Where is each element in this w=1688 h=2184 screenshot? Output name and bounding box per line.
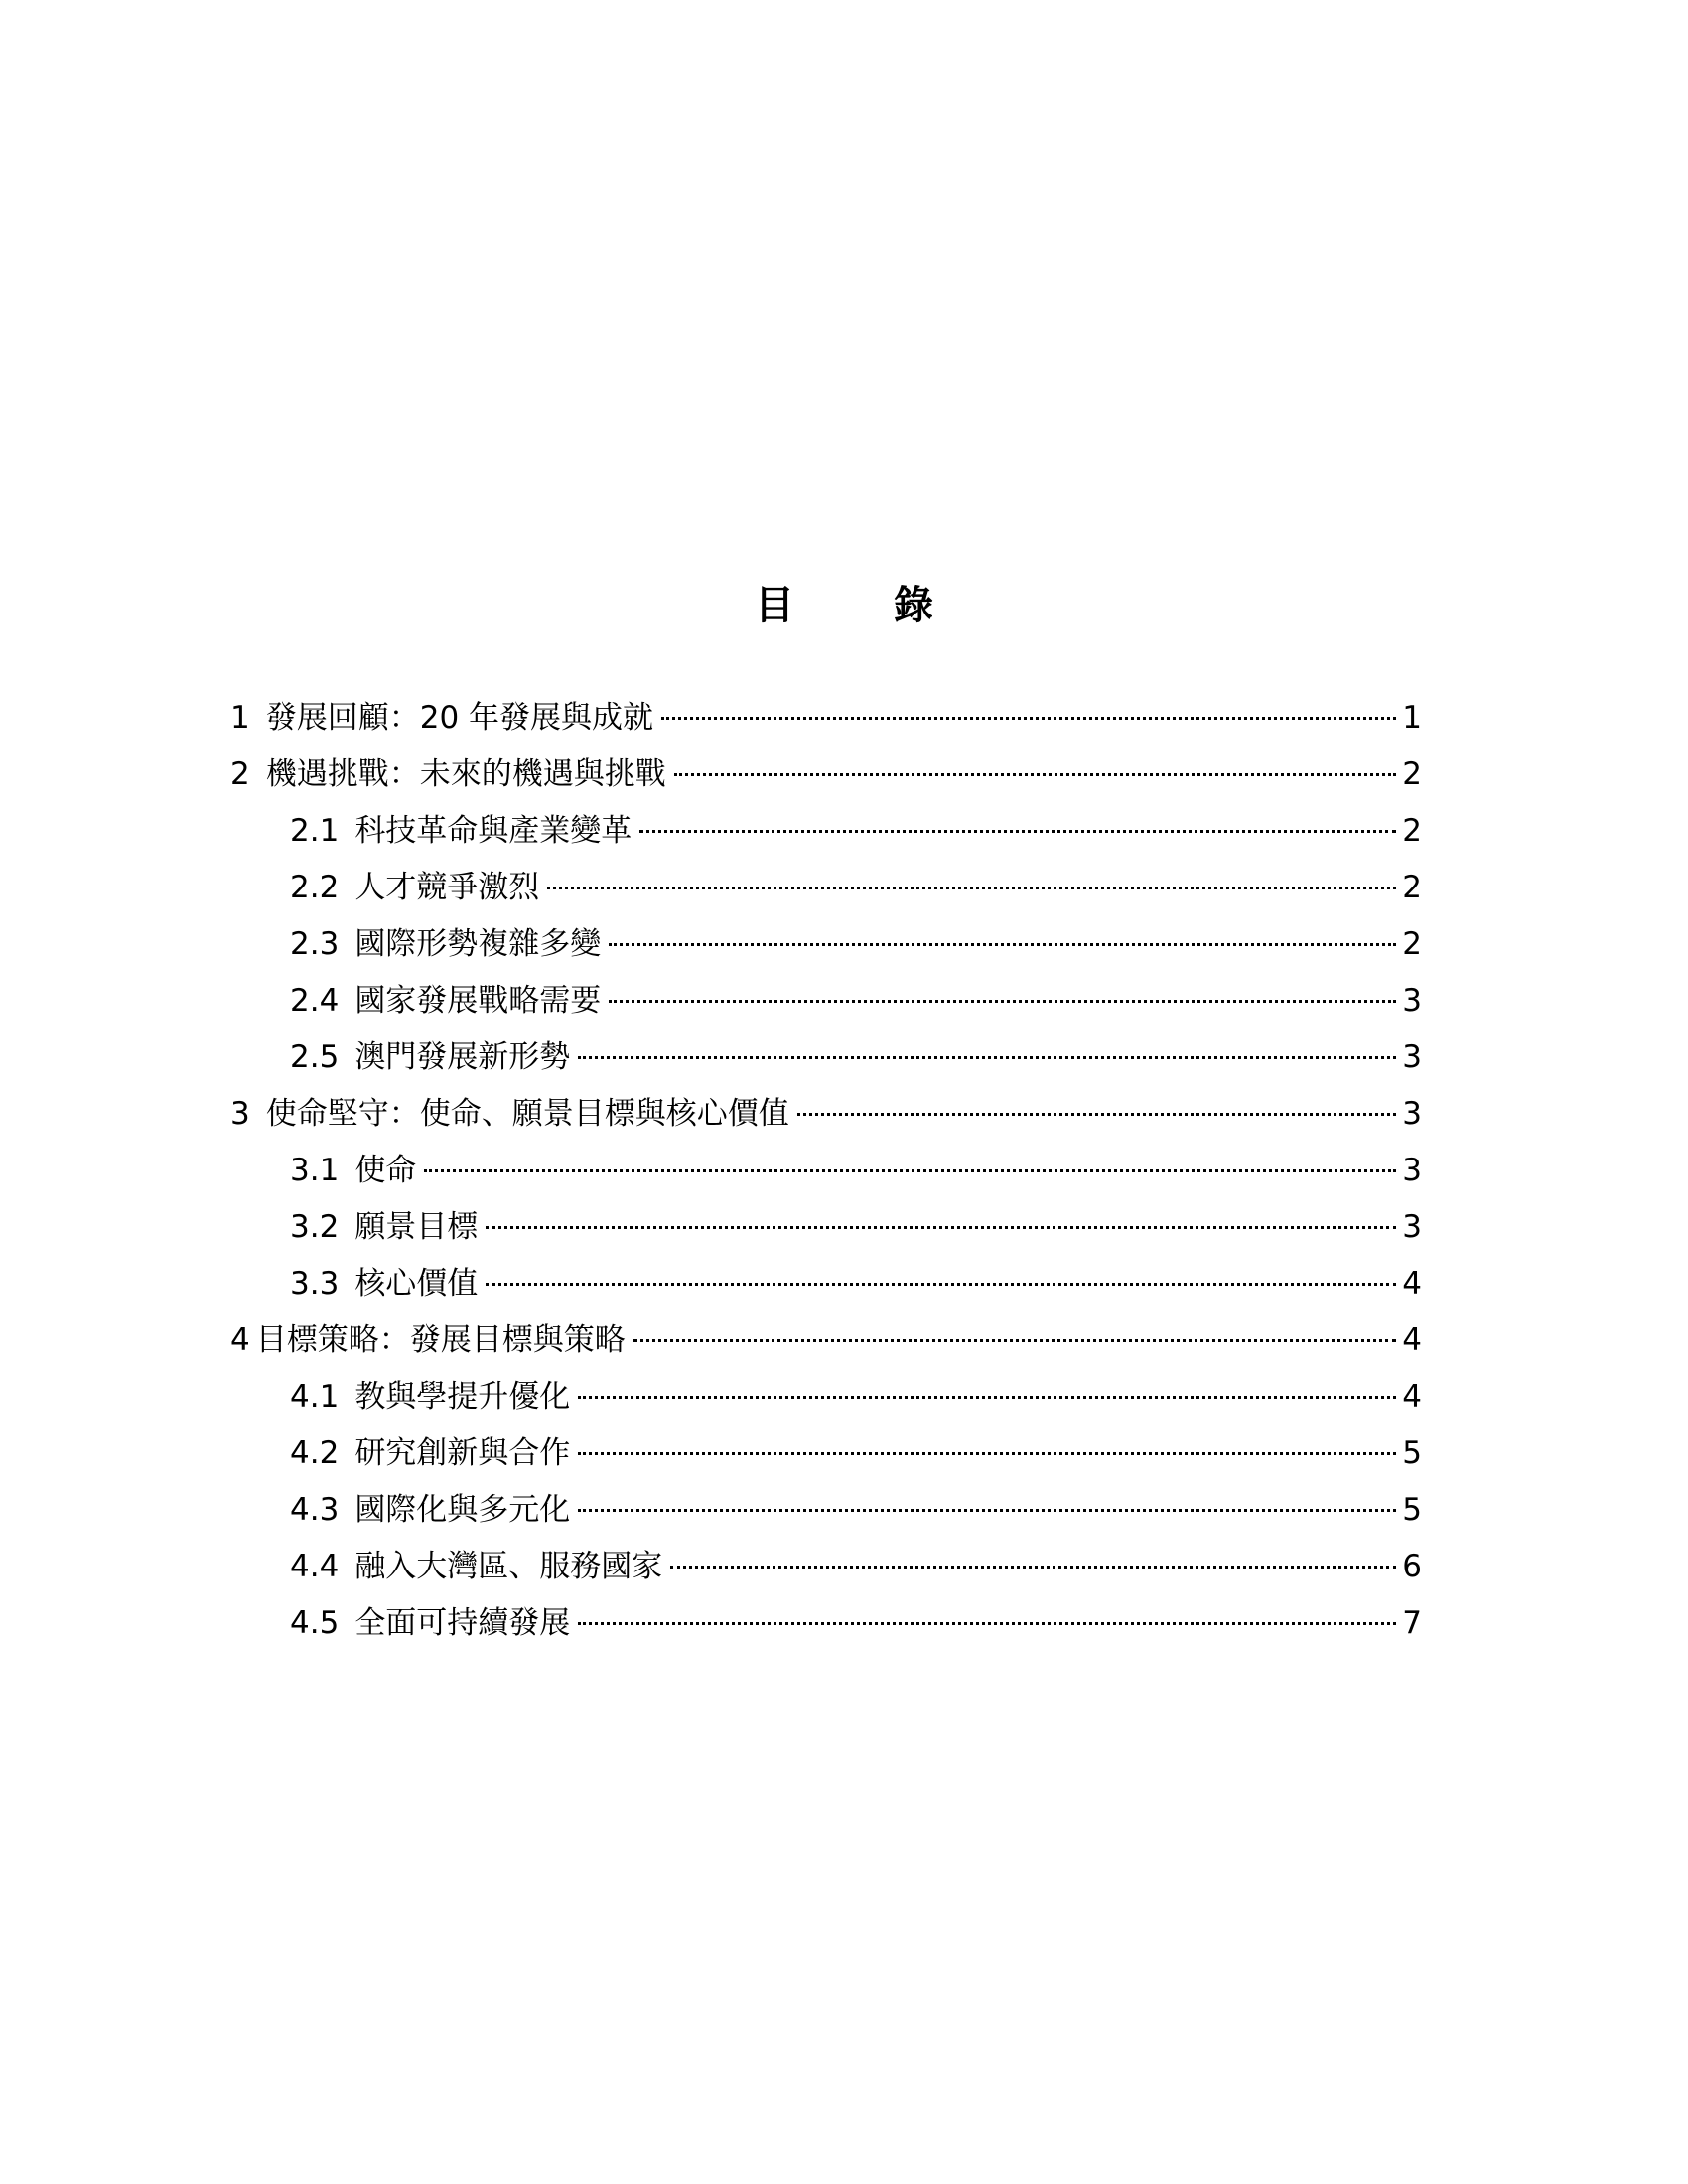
toc-number: 2.2 bbox=[290, 870, 340, 905]
toc-number: 3.1 bbox=[290, 1153, 340, 1188]
toc-page-number: 7 bbox=[1402, 1605, 1422, 1641]
dot-leader bbox=[578, 1396, 1396, 1399]
toc-number: 3 bbox=[230, 1096, 250, 1132]
toc-entry-3-1[interactable] bbox=[230, 1143, 1422, 1199]
toc-entry-4[interactable] bbox=[230, 1312, 1422, 1369]
dot-leader bbox=[578, 1452, 1396, 1455]
dot-leader bbox=[486, 1226, 1396, 1229]
toc-text: 發展回顧：20 年發展與成就 bbox=[265, 700, 654, 736]
toc-entry-2-4[interactable] bbox=[230, 973, 1422, 1029]
toc-text: 融入大灣區、服務國家 bbox=[354, 1549, 663, 1584]
dot-leader bbox=[578, 1622, 1396, 1625]
page-title bbox=[0, 576, 1688, 635]
toc-number: 4.2 bbox=[290, 1435, 340, 1471]
toc-text: 研究創新與合作 bbox=[354, 1435, 571, 1471]
toc-text: 使命 bbox=[354, 1153, 417, 1188]
toc-text: 目標策略：發展目標與策略 bbox=[255, 1322, 626, 1358]
toc-number: 2.5 bbox=[290, 1039, 340, 1075]
toc-entry-4-5[interactable] bbox=[230, 1595, 1422, 1652]
toc-entry-4-1[interactable] bbox=[230, 1369, 1422, 1426]
toc-number: 1 bbox=[230, 700, 250, 736]
toc-entry-1[interactable] bbox=[230, 690, 1422, 747]
toc-page-number: 4 bbox=[1402, 1266, 1422, 1301]
toc-text: 澳門發展新形勢 bbox=[354, 1039, 571, 1075]
toc-number: 2.1 bbox=[290, 813, 340, 849]
dot-leader bbox=[578, 1509, 1396, 1512]
toc-entry-2-3[interactable] bbox=[230, 916, 1422, 973]
toc-page-number: 1 bbox=[1402, 700, 1422, 736]
toc-page-number: 5 bbox=[1402, 1435, 1422, 1471]
toc-entry-2-1[interactable] bbox=[230, 803, 1422, 860]
toc-page-number: 4 bbox=[1402, 1322, 1422, 1358]
dot-leader bbox=[424, 1169, 1396, 1172]
toc-page-number: 2 bbox=[1402, 870, 1422, 905]
toc-number: 4.4 bbox=[290, 1549, 340, 1584]
dot-leader bbox=[639, 830, 1396, 833]
toc-entry-3-3[interactable] bbox=[230, 1256, 1422, 1312]
toc-entry-3-2[interactable] bbox=[230, 1199, 1422, 1256]
toc-text: 國際化與多元化 bbox=[354, 1492, 571, 1528]
title-char-1: 目 bbox=[755, 583, 794, 628]
dot-leader bbox=[633, 1339, 1396, 1342]
dot-leader bbox=[670, 1566, 1396, 1569]
toc-page-number: 4 bbox=[1402, 1379, 1422, 1415]
dot-leader bbox=[661, 717, 1396, 720]
toc-number: 2.4 bbox=[290, 983, 340, 1019]
toc-number: 2 bbox=[230, 756, 250, 792]
toc-page-number: 5 bbox=[1402, 1492, 1422, 1528]
toc-text: 使命堅守：使命、願景目標與核心價值 bbox=[265, 1096, 789, 1132]
toc-text: 機遇挑戰：未來的機遇與挑戰 bbox=[265, 756, 666, 792]
toc-number: 4.5 bbox=[290, 1605, 340, 1641]
toc-number: 3.3 bbox=[290, 1266, 340, 1301]
toc-page-number: 3 bbox=[1402, 1039, 1422, 1075]
dot-leader bbox=[547, 887, 1396, 889]
toc-page-number: 2 bbox=[1402, 756, 1422, 792]
toc-page-number: 6 bbox=[1402, 1549, 1422, 1584]
toc-text: 全面可持續發展 bbox=[354, 1605, 571, 1641]
toc-number: 4.1 bbox=[290, 1379, 340, 1415]
dot-leader bbox=[578, 1056, 1396, 1059]
toc-page-number: 3 bbox=[1402, 983, 1422, 1019]
toc-entry-2[interactable] bbox=[230, 747, 1422, 803]
toc-entry-2-2[interactable] bbox=[230, 860, 1422, 916]
toc-entry-2-5[interactable] bbox=[230, 1029, 1422, 1086]
dot-leader bbox=[609, 943, 1396, 946]
dot-leader bbox=[609, 1000, 1396, 1003]
toc-text: 核心價值 bbox=[354, 1266, 479, 1301]
toc-page-number: 3 bbox=[1402, 1153, 1422, 1188]
toc-page-number: 2 bbox=[1402, 813, 1422, 849]
toc-entry-4-4[interactable] bbox=[230, 1539, 1422, 1595]
toc-text: 教與學提升優化 bbox=[354, 1379, 571, 1415]
dot-leader bbox=[797, 1113, 1396, 1116]
toc-text: 國際形勢複雜多變 bbox=[354, 926, 602, 962]
toc-text: 國家發展戰略需要 bbox=[354, 983, 602, 1019]
toc-text: 科技革命與產業變革 bbox=[354, 813, 633, 849]
toc-page-number: 3 bbox=[1402, 1209, 1422, 1245]
toc-number: 3.2 bbox=[290, 1209, 340, 1245]
title-char-2: 錄 bbox=[894, 583, 933, 628]
toc-entry-4-2[interactable] bbox=[230, 1426, 1422, 1482]
toc-text: 人才競爭激烈 bbox=[354, 870, 540, 905]
toc-number: 4.3 bbox=[290, 1492, 340, 1528]
toc-number: 4 bbox=[230, 1322, 250, 1358]
toc-entry-4-3[interactable] bbox=[230, 1482, 1422, 1539]
toc-page-number: 2 bbox=[1402, 926, 1422, 962]
toc-text: 願景目標 bbox=[354, 1209, 479, 1245]
toc-entry-3[interactable] bbox=[230, 1086, 1422, 1143]
toc-page-number: 3 bbox=[1402, 1096, 1422, 1132]
table-of-contents bbox=[230, 690, 1422, 1652]
toc-number: 2.3 bbox=[290, 926, 340, 962]
dot-leader bbox=[674, 773, 1396, 776]
dot-leader bbox=[486, 1283, 1396, 1286]
